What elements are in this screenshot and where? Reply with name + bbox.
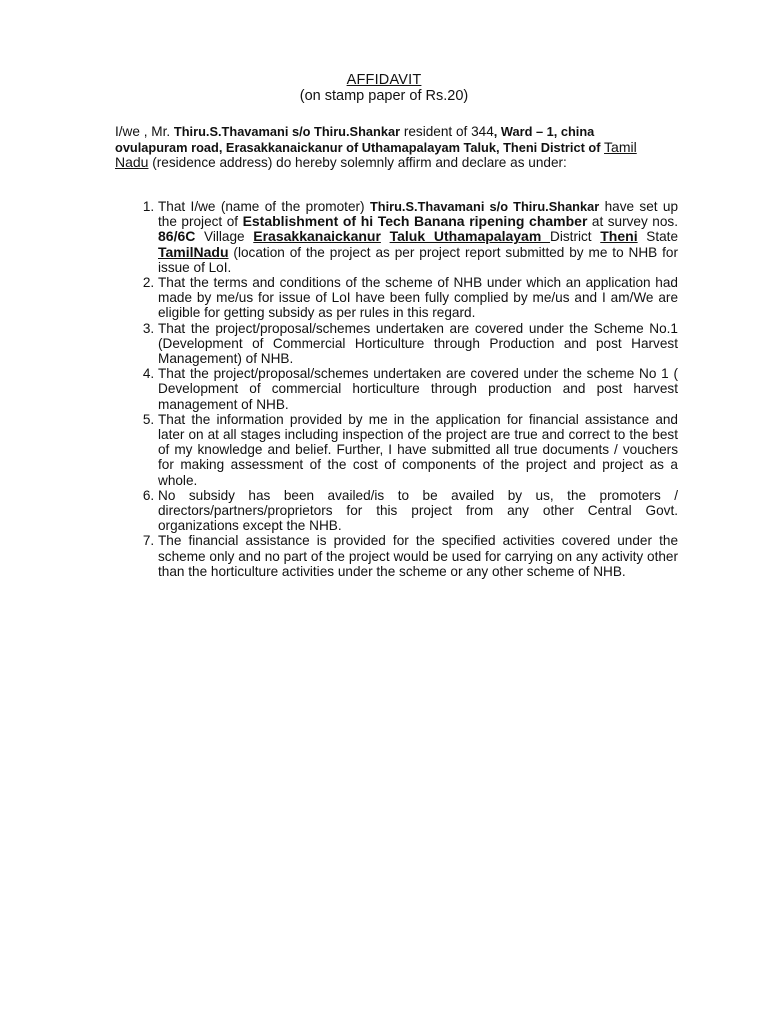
state-name: TamilNadu — [158, 243, 229, 260]
item1-text-1: That I/we (name of the promoter) — [158, 199, 370, 214]
declaration-item-3: 3. That the project/proposal/schemes undertaken are covered under the Scheme No.1 (Development of Commercial Horticulture through Production and post Harvest Management) of NHB. — [158, 321, 678, 367]
affidavit-subtitle: (on stamp paper of Rs.20) — [299, 88, 469, 104]
applicant-address: , Ward – 1, china ovulapuram road, Erasakkanaickanur of Uthamapalayam Taluk, Theni District of — [115, 124, 605, 155]
item1-text-5 — [381, 229, 390, 244]
village-name: Erasakkanaickanur — [253, 228, 381, 245]
promoter-name: Thiru.S.Thavamani s/o Thiru.Shankar — [369, 199, 600, 214]
declaration-item-6: 6. No subsidy has been availed/is to be availed by us, the promoters / directors/partners/proprietors for this project from any other Central Govt. organizations except the NHB. — [158, 488, 678, 534]
intro-paragraph — [115, 124, 655, 171]
affidavit-heading — [0, 72, 768, 104]
declaration-item-2: 2. That the terms and conditions of the scheme of NHB under which an application had made by me/us for issue of LoI have been fully complied by me/us and I am/We are eligible for getting subsidy as per rules in this regard. — [158, 275, 678, 321]
item1-text-2: have set up the project of — [158, 199, 679, 230]
taluk-name: Taluk Uthamapalayam — [389, 228, 551, 245]
applicant-state: Tamil Nadu — [115, 138, 637, 170]
affidavit-title: AFFIDAVIT — [346, 72, 422, 88]
intro-text-1: I/we , Mr. — [115, 124, 174, 139]
district-name: Theni — [600, 228, 638, 245]
project-name: Establishment of hi Tech Banana ripening chamber — [242, 213, 588, 230]
item1-text-4: Village — [195, 229, 254, 245]
declaration-item-1 — [158, 199, 678, 275]
survey-number: 86/6C — [158, 228, 196, 245]
declaration-item-7: 7. The financial assistance is provided for the specified activities covered under the scheme only and no part of the project would be used for carrying on any activity other than the horticulture activities under the scheme or any other scheme of NHB. — [158, 533, 678, 579]
item1-text-8: (location of the project as per project report submitted by me to NHB for issue of LoI. — [158, 244, 678, 275]
item1-text-7: State — [637, 229, 678, 245]
item1-text-6: District — [550, 229, 601, 245]
declaration-item-4: 4. That the project/proposal/schemes undertaken are covered under the scheme No 1 ( Development of commercial horticulture through production and post harvest management of NHB. — [158, 366, 678, 412]
declaration-item-5: 5. That the information provided by me in the application for financial assistance and later on at all stages including inspection of the project are true and correct to the best of my knowledge and belief. Further, I have submitted all true documents / vouchers for making assessment of the cost of components of the project and project as a whole. — [158, 412, 678, 488]
intro-text-3: (residence address) do hereby solemnly affirm and declare as under: — [148, 155, 567, 170]
intro-text-2: resident of 344 — [400, 124, 494, 139]
declaration-list — [135, 199, 678, 579]
applicant-name: Thiru.S.Thavamani s/o Thiru.Shankar — [173, 124, 401, 139]
item1-text-3: at survey nos. — [587, 214, 678, 230]
